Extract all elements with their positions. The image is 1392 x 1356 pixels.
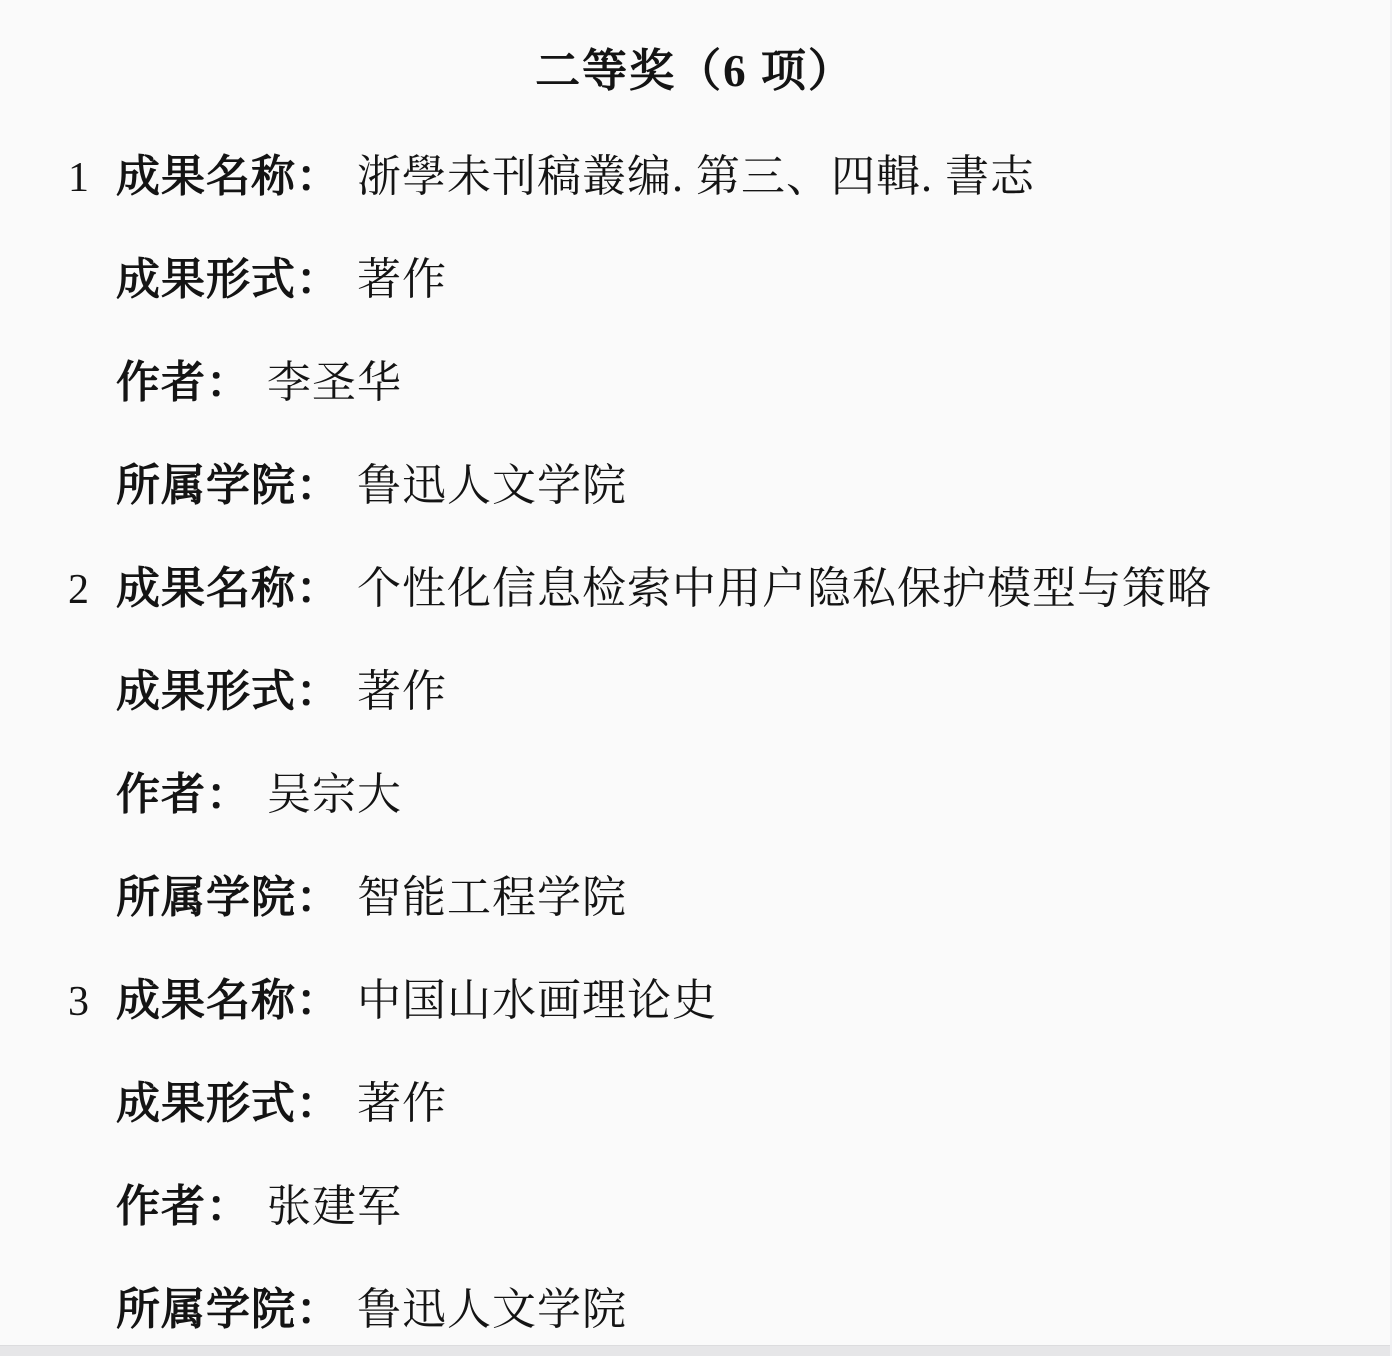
field-value-college: 智能工程学院 bbox=[357, 873, 627, 922]
field-label-college: 所属学院： bbox=[116, 873, 341, 922]
bottom-edge-strip bbox=[0, 1345, 1390, 1356]
award-title: 二等奖（6 项） bbox=[535, 46, 855, 96]
field-value-author: 吴宗大 bbox=[267, 770, 402, 819]
item-number: 1 bbox=[68, 155, 89, 201]
item-3-form-row bbox=[0, 1075, 1390, 1132]
field-label-author: 作者： bbox=[116, 358, 251, 407]
item-2-author-row bbox=[0, 766, 1390, 823]
item-1-college-row bbox=[0, 457, 1390, 514]
field-label-name: 成果名称： bbox=[116, 976, 341, 1025]
field-label-form: 成果形式： bbox=[116, 667, 341, 716]
item-1-name-row bbox=[0, 148, 1390, 205]
field-value-author: 张建军 bbox=[267, 1182, 402, 1231]
field-value-college: 鲁迅人文学院 bbox=[357, 461, 627, 510]
field-label-college: 所属学院： bbox=[116, 1285, 341, 1334]
field-value-form: 著作 bbox=[357, 1079, 447, 1128]
field-value-author: 李圣华 bbox=[267, 358, 402, 407]
field-label-author: 作者： bbox=[116, 1182, 251, 1231]
item-3-name-row bbox=[0, 972, 1390, 1029]
field-label-form: 成果形式： bbox=[116, 1079, 341, 1128]
field-value-name: 浙學未刊稿叢编. 第三、四輯. 書志 bbox=[357, 152, 1035, 201]
field-label-form: 成果形式： bbox=[116, 255, 341, 304]
item-1-author-row bbox=[0, 354, 1390, 411]
field-label-name: 成果名称： bbox=[116, 152, 341, 201]
field-label-author: 作者： bbox=[116, 770, 251, 819]
item-1-form-row bbox=[0, 251, 1390, 308]
item-3-college-row bbox=[0, 1281, 1390, 1338]
field-label-college: 所属学院： bbox=[116, 461, 341, 510]
item-2-college-row bbox=[0, 869, 1390, 926]
item-number: 2 bbox=[68, 567, 89, 613]
field-value-college: 鲁迅人文学院 bbox=[357, 1285, 627, 1334]
field-label-name: 成果名称： bbox=[116, 564, 341, 613]
item-3-author-row bbox=[0, 1178, 1390, 1235]
field-value-form: 著作 bbox=[357, 667, 447, 716]
field-value-name: 个性化信息检索中用户隐私保护模型与策略 bbox=[357, 564, 1212, 613]
item-2-form-row bbox=[0, 663, 1390, 720]
field-value-name: 中国山水画理论史 bbox=[357, 976, 717, 1025]
item-2-name-row bbox=[0, 560, 1390, 617]
item-number: 3 bbox=[68, 979, 89, 1025]
field-value-form: 著作 bbox=[357, 255, 447, 304]
